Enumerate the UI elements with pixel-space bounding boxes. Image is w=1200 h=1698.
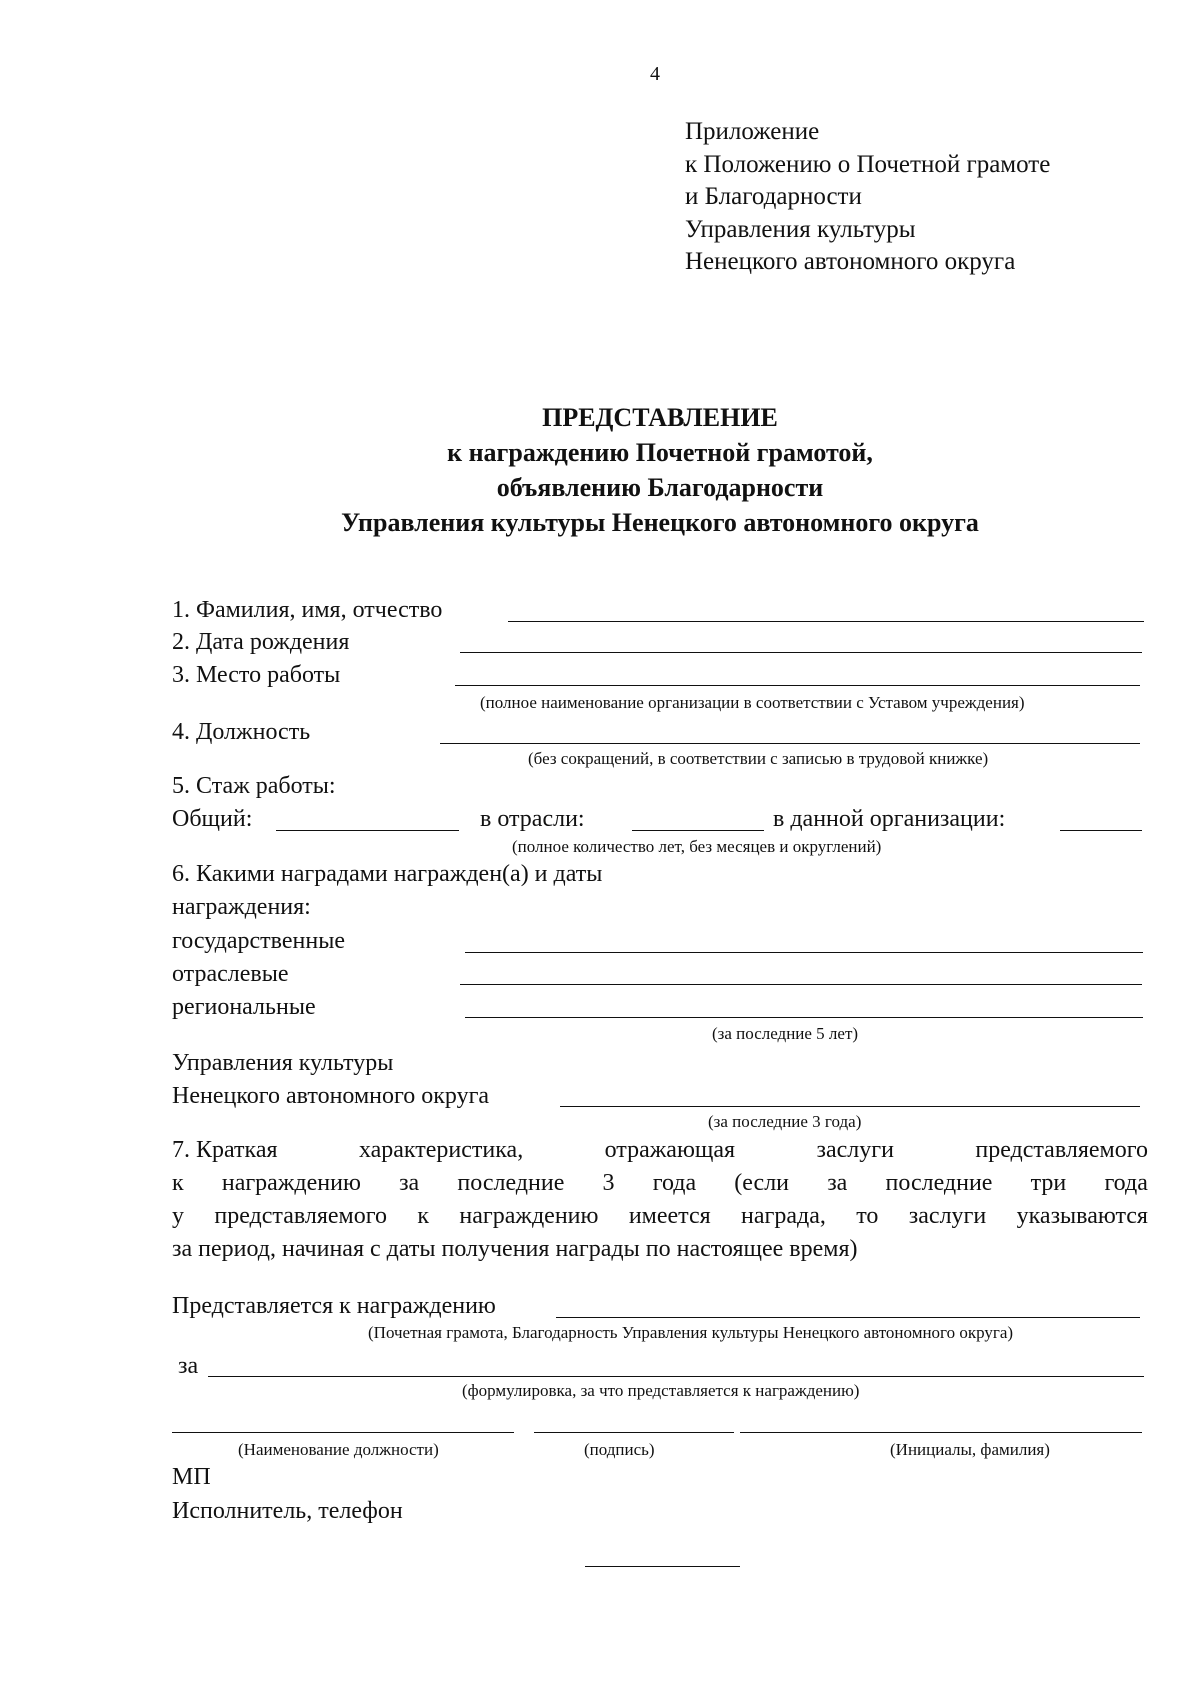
awards-heading-cont: награждения: bbox=[172, 894, 311, 920]
signature-sign-blank[interactable] bbox=[534, 1432, 734, 1433]
awards-branch-blank[interactable] bbox=[460, 984, 1142, 985]
closing-rule bbox=[585, 1566, 740, 1567]
workplace-hint: (полное наименование организации в соответствии с Уставом учреждения) bbox=[480, 693, 1025, 712]
awards-hint-5y: (за последние 5 лет) bbox=[712, 1024, 859, 1043]
workplace-blank[interactable] bbox=[455, 685, 1140, 686]
awards-branch-label: отраслевые bbox=[172, 961, 289, 987]
signature-name-hint: (Инициалы, фамилия) bbox=[890, 1440, 1050, 1459]
exp-org-label: в данной организации: bbox=[773, 806, 1006, 832]
field-label-birth: 2. Дата рождения bbox=[172, 629, 350, 655]
signature-sign-hint: (подпись) bbox=[584, 1440, 655, 1459]
title-main: ПРЕДСТАВЛЕНИЕ bbox=[542, 403, 778, 432]
signature-position-blank[interactable] bbox=[172, 1432, 514, 1433]
dept-label-line1: Управления культуры bbox=[172, 1050, 394, 1076]
exp-hint: (полное количество лет, без месяцев и округлений) bbox=[512, 837, 882, 856]
awards-state-blank[interactable] bbox=[465, 952, 1143, 953]
characteristic-line: к награждению за последние 3 года (если за последние три года bbox=[172, 1170, 1148, 1196]
nomination-blank[interactable] bbox=[556, 1317, 1140, 1318]
nomination-label: Представляется к награждению bbox=[172, 1293, 496, 1319]
exp-total-label: Общий: bbox=[172, 806, 253, 832]
nomination-hint: (Почетная грамота, Благодарность Управления культуры Ненецкого автономного округа) bbox=[368, 1323, 1014, 1342]
exp-branch-label: в отрасли: bbox=[480, 806, 585, 832]
awards-heading: 6. Какими наградами награжден(а) и даты bbox=[172, 861, 603, 887]
awards-regional-blank[interactable] bbox=[465, 1017, 1143, 1018]
executor-label: Исполнитель, телефон bbox=[172, 1498, 403, 1524]
awards-hint-3y: (за последние 3 года) bbox=[708, 1112, 862, 1131]
appendix-line: и Благодарности bbox=[685, 183, 862, 210]
title-line: к награждению Почетной грамотой, bbox=[447, 438, 873, 467]
exp-total-blank[interactable] bbox=[276, 830, 459, 831]
appendix-line: Управления культуры bbox=[685, 215, 916, 243]
field-label-workplace: 3. Место работы bbox=[172, 662, 341, 688]
dept-awards-blank[interactable] bbox=[560, 1106, 1140, 1107]
nomination-for-hint: (формулировка, за что представляется к награждению) bbox=[462, 1381, 860, 1400]
signature-position-hint: (Наименование должности) bbox=[238, 1440, 439, 1459]
dept-label-line2: Ненецкого автономного округа bbox=[172, 1083, 490, 1109]
exp-org-blank[interactable] bbox=[1060, 830, 1142, 831]
characteristic-line: у представляемого к награждению имеется награда, то заслуги указываются bbox=[172, 1203, 1148, 1229]
page-number: 4 bbox=[650, 63, 660, 85]
appendix-line: Приложение bbox=[685, 118, 820, 145]
field-label-fio: 1. Фамилия, имя, отчество bbox=[172, 597, 443, 623]
characteristic-line: 7. Краткая характеристика, отражающая заслуги представляемого bbox=[172, 1137, 1148, 1163]
position-blank[interactable] bbox=[440, 743, 1140, 744]
title-line: Управления культуры Ненецкого автономного округа bbox=[341, 508, 979, 537]
awards-state-label: государственные bbox=[172, 928, 345, 954]
stamp-label: МП bbox=[172, 1464, 211, 1490]
field-label-position: 4. Должность bbox=[172, 719, 311, 745]
exp-branch-blank[interactable] bbox=[632, 830, 764, 831]
signature-name-blank[interactable] bbox=[740, 1432, 1142, 1433]
field-label-experience: 5. Стаж работы: bbox=[172, 773, 336, 799]
awards-regional-label: региональные bbox=[172, 994, 316, 1020]
appendix-block bbox=[685, 116, 1050, 279]
birth-blank[interactable] bbox=[460, 652, 1142, 653]
characteristic-last-line: за период, начиная с даты получения награды по настоящее время) bbox=[172, 1236, 858, 1262]
fio-blank[interactable] bbox=[508, 621, 1144, 622]
nomination-for-label: за bbox=[178, 1353, 199, 1379]
appendix-line: Ненецкого автономного округа bbox=[685, 248, 1016, 275]
position-hint: (без сокращений, в соответствии с записью в трудовой книжке) bbox=[528, 749, 989, 768]
nomination-for-blank[interactable] bbox=[208, 1376, 1144, 1377]
document-title bbox=[0, 400, 1200, 540]
appendix-line: к Положению о Почетной грамоте bbox=[685, 150, 1051, 178]
title-line: объявлению Благодарности bbox=[496, 473, 824, 502]
